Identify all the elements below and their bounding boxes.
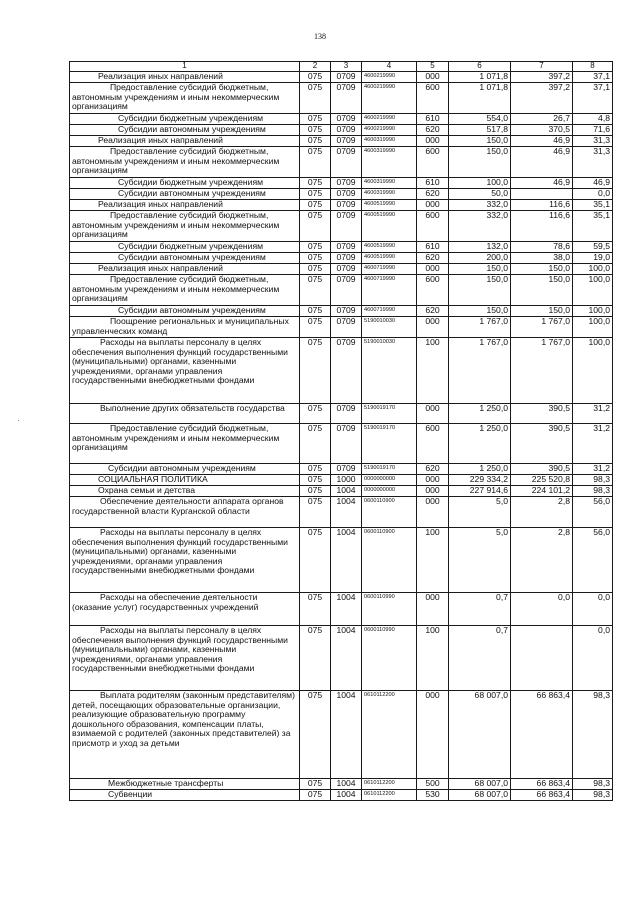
row-value-col6: 150,0 bbox=[449, 275, 511, 306]
row-value-col6: 100,0 bbox=[449, 178, 511, 189]
row-code-col3: 0709 bbox=[331, 189, 362, 200]
row-code-col4: 4600219990 bbox=[362, 83, 417, 114]
row-code-col5: 000 bbox=[417, 497, 449, 528]
row-value-col7 bbox=[511, 626, 573, 691]
row-code-col5: 600 bbox=[417, 211, 449, 242]
row-code-col3: 1004 bbox=[331, 691, 362, 779]
row-value-col8: 98,3 bbox=[573, 475, 613, 486]
table-row bbox=[70, 790, 613, 801]
table-row bbox=[70, 83, 613, 114]
row-value-col6: 0,7 bbox=[449, 626, 511, 691]
row-code-col2: 075 bbox=[300, 136, 331, 147]
row-code-col5: 000 bbox=[417, 475, 449, 486]
row-code-col5: 500 bbox=[417, 779, 449, 790]
row-code-col5: 600 bbox=[417, 83, 449, 114]
row-value-col6: 1 250,0 bbox=[449, 404, 511, 424]
row-code-col5: 600 bbox=[417, 275, 449, 306]
row-value-col6: 554,0 bbox=[449, 114, 511, 125]
row-value-col8: 98,3 bbox=[573, 790, 613, 801]
row-code-col2: 075 bbox=[300, 424, 331, 464]
row-value-col8: 35,1 bbox=[573, 211, 613, 242]
row-name: Субсидии автономным учреждениям bbox=[70, 306, 300, 317]
row-code-col3: 1004 bbox=[331, 790, 362, 801]
table-body bbox=[70, 72, 613, 801]
row-code-col5: 000 bbox=[417, 72, 449, 83]
header-row bbox=[70, 62, 613, 72]
row-code-col4: 4600219990 bbox=[362, 72, 417, 83]
row-value-col8: 100,0 bbox=[573, 338, 613, 404]
row-value-col8: 31,3 bbox=[573, 136, 613, 147]
row-value-col8: 98,3 bbox=[573, 779, 613, 790]
row-value-col6: 68 007,0 bbox=[449, 779, 511, 790]
row-value-col8: 4,8 bbox=[573, 114, 613, 125]
row-code-col2: 075 bbox=[300, 306, 331, 317]
row-value-col7: 150,0 bbox=[511, 306, 573, 317]
table-row bbox=[70, 338, 613, 404]
row-code-col5: 000 bbox=[417, 404, 449, 424]
table-row bbox=[70, 404, 613, 424]
row-value-col6: 5,0 bbox=[449, 497, 511, 528]
row-value-col7: 116,6 bbox=[511, 211, 573, 242]
row-code-col4: 0600110990 bbox=[362, 593, 417, 626]
row-value-col7: 2,8 bbox=[511, 528, 573, 593]
row-value-col7 bbox=[511, 189, 573, 200]
row-code-col2: 075 bbox=[300, 147, 331, 178]
row-code-col5: 100 bbox=[417, 626, 449, 691]
row-code-col5: 000 bbox=[417, 264, 449, 275]
table-row bbox=[70, 691, 613, 779]
row-code-col4: 0610112200 bbox=[362, 691, 417, 779]
row-code-col2: 075 bbox=[300, 790, 331, 801]
row-code-col2: 075 bbox=[300, 464, 331, 475]
row-name: Предоставление субсидий бюджетным, автономным учреждениям и иным некоммерческим организациям bbox=[70, 147, 300, 178]
row-code-col5: 610 bbox=[417, 178, 449, 189]
header-cell: 7 bbox=[511, 62, 573, 72]
row-name: Субсидии бюджетным учреждениям bbox=[70, 178, 300, 189]
row-name: Реализация иных направлений bbox=[70, 136, 300, 147]
row-code-col4: 0600110990 bbox=[362, 626, 417, 691]
table-row bbox=[70, 306, 613, 317]
table-row bbox=[70, 464, 613, 475]
row-value-col6: 229 334,2 bbox=[449, 475, 511, 486]
table-row bbox=[70, 114, 613, 125]
row-name: Межбюджетные трансферты bbox=[70, 779, 300, 790]
header-cell: 2 bbox=[300, 62, 331, 72]
table-row bbox=[70, 486, 613, 497]
row-value-col6: 68 007,0 bbox=[449, 691, 511, 779]
table-row bbox=[70, 253, 613, 264]
row-code-col5: 620 bbox=[417, 306, 449, 317]
row-code-col3: 0709 bbox=[331, 136, 362, 147]
row-value-col8: 37,1 bbox=[573, 72, 613, 83]
row-code-col3: 1004 bbox=[331, 593, 362, 626]
row-value-col8: 0,0 bbox=[573, 626, 613, 691]
row-code-col4: 4600519990 bbox=[362, 253, 417, 264]
row-code-col4: 5190019170 bbox=[362, 464, 417, 475]
row-code-col3: 0709 bbox=[331, 253, 362, 264]
row-code-col3: 0709 bbox=[331, 72, 362, 83]
row-code-col4: 4600319990 bbox=[362, 136, 417, 147]
row-code-col4: 4600319990 bbox=[362, 147, 417, 178]
margin-mark: · bbox=[17, 415, 20, 425]
row-code-col2: 075 bbox=[300, 691, 331, 779]
row-value-col7: 46,9 bbox=[511, 147, 573, 178]
row-value-col7: 1 767,0 bbox=[511, 338, 573, 404]
row-value-col6: 150,0 bbox=[449, 136, 511, 147]
row-value-col6: 200,0 bbox=[449, 253, 511, 264]
row-code-col4: 4600219990 bbox=[362, 114, 417, 125]
row-code-col2: 075 bbox=[300, 178, 331, 189]
row-value-col8: 56,0 bbox=[573, 497, 613, 528]
row-code-col2: 075 bbox=[300, 497, 331, 528]
row-code-col4: 0600110900 bbox=[362, 497, 417, 528]
row-name: Субсидии автономным учреждениям bbox=[70, 189, 300, 200]
row-code-col3: 0709 bbox=[331, 211, 362, 242]
table-row bbox=[70, 424, 613, 464]
row-value-col6: 517,8 bbox=[449, 125, 511, 136]
row-value-col6: 150,0 bbox=[449, 306, 511, 317]
row-value-col8: 100,0 bbox=[573, 264, 613, 275]
row-value-col8: 0,0 bbox=[573, 189, 613, 200]
header-cell: 3 bbox=[331, 62, 362, 72]
table-row bbox=[70, 125, 613, 136]
table-row bbox=[70, 317, 613, 338]
row-code-col4: 4600719990 bbox=[362, 306, 417, 317]
row-value-col6: 1 071,8 bbox=[449, 72, 511, 83]
row-code-col2: 075 bbox=[300, 125, 331, 136]
row-code-col5: 610 bbox=[417, 114, 449, 125]
row-name: Реализация иных направлений bbox=[70, 264, 300, 275]
row-value-col8: 19,0 bbox=[573, 253, 613, 264]
row-name: Охрана семьи и детства bbox=[70, 486, 300, 497]
row-value-col7: 0,0 bbox=[511, 593, 573, 626]
row-code-col2: 075 bbox=[300, 83, 331, 114]
table-row bbox=[70, 275, 613, 306]
header-cell: 1 bbox=[70, 62, 300, 72]
row-value-col8: 31,3 bbox=[573, 147, 613, 178]
row-code-col5: 530 bbox=[417, 790, 449, 801]
row-name: Реализация иных направлений bbox=[70, 72, 300, 83]
row-value-col7: 150,0 bbox=[511, 275, 573, 306]
row-code-col3: 0709 bbox=[331, 178, 362, 189]
table-row bbox=[70, 211, 613, 242]
row-value-col8: 37,1 bbox=[573, 83, 613, 114]
row-code-col2: 075 bbox=[300, 593, 331, 626]
row-code-col3: 0709 bbox=[331, 464, 362, 475]
row-code-col2: 075 bbox=[300, 275, 331, 306]
row-code-col2: 075 bbox=[300, 253, 331, 264]
row-value-col7: 66 863,4 bbox=[511, 691, 573, 779]
budget-table bbox=[69, 61, 613, 801]
row-name: Выполнение других обязательств государства bbox=[70, 404, 300, 424]
row-name: Субсидии бюджетным учреждениям bbox=[70, 114, 300, 125]
row-value-col6: 5,0 bbox=[449, 528, 511, 593]
row-name: Субсидии автономным учреждениям bbox=[70, 464, 300, 475]
row-code-col3: 0709 bbox=[331, 83, 362, 114]
row-value-col8: 0,0 bbox=[573, 593, 613, 626]
row-code-col2: 075 bbox=[300, 114, 331, 125]
row-value-col8: 46,9 bbox=[573, 178, 613, 189]
row-value-col7: 225 520,8 bbox=[511, 475, 573, 486]
row-code-col5: 620 bbox=[417, 189, 449, 200]
row-value-col7: 370,5 bbox=[511, 125, 573, 136]
row-code-col4: 0000000000 bbox=[362, 475, 417, 486]
row-value-col7: 390,5 bbox=[511, 464, 573, 475]
row-value-col6: 1 071,8 bbox=[449, 83, 511, 114]
row-code-col3: 0709 bbox=[331, 264, 362, 275]
row-name: Субвенции bbox=[70, 790, 300, 801]
row-name: Субсидии автономным учреждениям bbox=[70, 125, 300, 136]
row-value-col6: 68 007,0 bbox=[449, 790, 511, 801]
row-code-col3: 1004 bbox=[331, 528, 362, 593]
row-value-col6: 150,0 bbox=[449, 264, 511, 275]
row-name: Выплата родителям (законным представителям) детей, посещающих образовательные организации, реализующие образовательную программу дошкольного образования, компенсации платы, взимаемой с родителей (законных представителей) за присмотр и уход за детьми bbox=[70, 691, 300, 779]
row-code-col5: 620 bbox=[417, 125, 449, 136]
row-code-col5: 000 bbox=[417, 486, 449, 497]
row-value-col7: 26,7 bbox=[511, 114, 573, 125]
row-code-col3: 1004 bbox=[331, 626, 362, 691]
row-code-col2: 075 bbox=[300, 200, 331, 211]
row-code-col3: 0709 bbox=[331, 275, 362, 306]
row-code-col4: 5190010030 bbox=[362, 317, 417, 338]
row-code-col4: 4600719990 bbox=[362, 264, 417, 275]
row-code-col2: 075 bbox=[300, 211, 331, 242]
row-value-col6: 227 914,6 bbox=[449, 486, 511, 497]
row-value-col7: 224 101,2 bbox=[511, 486, 573, 497]
row-value-col6: 1 250,0 bbox=[449, 424, 511, 464]
table-row bbox=[70, 189, 613, 200]
row-value-col8: 31,2 bbox=[573, 404, 613, 424]
row-value-col6: 332,0 bbox=[449, 211, 511, 242]
row-code-col5: 100 bbox=[417, 338, 449, 404]
row-value-col6: 332,0 bbox=[449, 200, 511, 211]
row-code-col3: 0709 bbox=[331, 424, 362, 464]
header-cell: 8 bbox=[573, 62, 613, 72]
row-name: Предоставление субсидий бюджетным, автономным учреждениям и иным некоммерческим организациям bbox=[70, 83, 300, 114]
row-code-col4: 4600519990 bbox=[362, 242, 417, 253]
row-value-col8: 31,2 bbox=[573, 464, 613, 475]
row-name: СОЦИАЛЬНАЯ ПОЛИТИКА bbox=[70, 475, 300, 486]
row-code-col2: 075 bbox=[300, 264, 331, 275]
row-value-col7: 390,5 bbox=[511, 424, 573, 464]
table-row bbox=[70, 264, 613, 275]
row-code-col4: 4600719990 bbox=[362, 275, 417, 306]
row-code-col2: 075 bbox=[300, 338, 331, 404]
row-value-col7: 66 863,4 bbox=[511, 790, 573, 801]
row-code-col4: 4600519990 bbox=[362, 200, 417, 211]
row-name: Поощрение региональных и муниципальных управленческих команд bbox=[70, 317, 300, 338]
row-value-col8: 100,0 bbox=[573, 306, 613, 317]
row-name: Субсидии автономным учреждениям bbox=[70, 253, 300, 264]
table-row bbox=[70, 147, 613, 178]
row-name: Реализация иных направлений bbox=[70, 200, 300, 211]
row-code-col5: 000 bbox=[417, 200, 449, 211]
row-name: Обеспечение деятельности аппарата органов государственной власти Курганской области bbox=[70, 497, 300, 528]
row-code-col3: 1000 bbox=[331, 475, 362, 486]
row-code-col5: 600 bbox=[417, 147, 449, 178]
row-name: Расходы на обеспечение деятельности (оказание услуг) государственных учреждений bbox=[70, 593, 300, 626]
row-code-col3: 0709 bbox=[331, 317, 362, 338]
row-value-col8: 71,6 bbox=[573, 125, 613, 136]
row-value-col6: 150,0 bbox=[449, 147, 511, 178]
row-code-col4: 0000000000 bbox=[362, 486, 417, 497]
table-row bbox=[70, 593, 613, 626]
row-value-col6: 1 767,0 bbox=[449, 317, 511, 338]
row-value-col7: 397,2 bbox=[511, 72, 573, 83]
table-row bbox=[70, 242, 613, 253]
row-code-col3: 1004 bbox=[331, 497, 362, 528]
row-code-col4: 5190019170 bbox=[362, 424, 417, 464]
row-code-col3: 0709 bbox=[331, 404, 362, 424]
row-code-col4: 4600319990 bbox=[362, 189, 417, 200]
row-value-col7: 46,9 bbox=[511, 136, 573, 147]
row-value-col8: 98,3 bbox=[573, 691, 613, 779]
row-value-col6: 1 767,0 bbox=[449, 338, 511, 404]
row-value-col7: 38,0 bbox=[511, 253, 573, 264]
row-code-col4: 0610112200 bbox=[362, 790, 417, 801]
row-code-col3: 0709 bbox=[331, 242, 362, 253]
row-value-col8: 59,5 bbox=[573, 242, 613, 253]
table-row bbox=[70, 779, 613, 790]
row-value-col7: 66 863,4 bbox=[511, 779, 573, 790]
header-cell: 6 bbox=[449, 62, 511, 72]
row-value-col6: 0,7 bbox=[449, 593, 511, 626]
row-code-col3: 0709 bbox=[331, 147, 362, 178]
row-value-col8: 31,2 bbox=[573, 424, 613, 464]
header-cell: 4 bbox=[362, 62, 417, 72]
row-code-col2: 075 bbox=[300, 72, 331, 83]
row-code-col2: 075 bbox=[300, 404, 331, 424]
row-code-col5: 600 bbox=[417, 424, 449, 464]
row-value-col8: 35,1 bbox=[573, 200, 613, 211]
row-value-col7: 116,6 bbox=[511, 200, 573, 211]
row-code-col5: 000 bbox=[417, 317, 449, 338]
row-name: Расходы на выплаты персоналу в целях обеспечения выполнения функций государственными (муниципальными) органами, казенными учреждениями, органами управления государственными внебюджетными фондами bbox=[70, 528, 300, 593]
row-value-col7: 397,2 bbox=[511, 83, 573, 114]
row-code-col3: 0709 bbox=[331, 114, 362, 125]
row-code-col4: 5190019170 bbox=[362, 404, 417, 424]
row-value-col7: 150,0 bbox=[511, 264, 573, 275]
row-code-col4: 4600319990 bbox=[362, 178, 417, 189]
row-value-col6: 132,0 bbox=[449, 242, 511, 253]
row-value-col8: 100,0 bbox=[573, 275, 613, 306]
row-value-col7: 46,9 bbox=[511, 178, 573, 189]
row-name: Предоставление субсидий бюджетным, автономным учреждениям и иным некоммерческим организациям bbox=[70, 424, 300, 464]
row-value-col7: 390,5 bbox=[511, 404, 573, 424]
table-row bbox=[70, 136, 613, 147]
row-code-col4: 4600519990 bbox=[362, 211, 417, 242]
row-code-col2: 075 bbox=[300, 475, 331, 486]
row-code-col4: 0610112200 bbox=[362, 779, 417, 790]
row-code-col5: 620 bbox=[417, 464, 449, 475]
row-name: Предоставление субсидий бюджетным, автономным учреждениям и иным некоммерческим организациям bbox=[70, 275, 300, 306]
table-row bbox=[70, 528, 613, 593]
row-name: Субсидии бюджетным учреждениям bbox=[70, 242, 300, 253]
table-row bbox=[70, 626, 613, 691]
row-code-col4: 5190010030 bbox=[362, 338, 417, 404]
header-cell: 5 bbox=[417, 62, 449, 72]
row-code-col2: 075 bbox=[300, 528, 331, 593]
row-code-col2: 075 bbox=[300, 242, 331, 253]
row-value-col6: 1 250,0 bbox=[449, 464, 511, 475]
row-code-col2: 075 bbox=[300, 189, 331, 200]
table-row bbox=[70, 178, 613, 189]
row-name: Расходы на выплаты персоналу в целях обеспечения выполнения функций государственными (муниципальными) органами, казенными учреждениями, органами управления государственными внебюджетными фондами bbox=[70, 338, 300, 404]
row-code-col2: 075 bbox=[300, 626, 331, 691]
row-value-col7: 78,6 bbox=[511, 242, 573, 253]
row-code-col2: 075 bbox=[300, 779, 331, 790]
row-code-col5: 100 bbox=[417, 528, 449, 593]
row-code-col2: 075 bbox=[300, 317, 331, 338]
row-code-col4: 0600110900 bbox=[362, 528, 417, 593]
row-code-col3: 1004 bbox=[331, 779, 362, 790]
row-code-col3: 0709 bbox=[331, 338, 362, 404]
table-row bbox=[70, 72, 613, 83]
row-code-col3: 0709 bbox=[331, 125, 362, 136]
row-code-col5: 610 bbox=[417, 242, 449, 253]
row-code-col3: 0709 bbox=[331, 306, 362, 317]
row-name: Предоставление субсидий бюджетным, автономным учреждениям и иным некоммерческим организациям bbox=[70, 211, 300, 242]
table-row bbox=[70, 200, 613, 211]
row-code-col4: 4600219990 bbox=[362, 125, 417, 136]
row-value-col8: 56,0 bbox=[573, 528, 613, 593]
row-code-col3: 0709 bbox=[331, 200, 362, 211]
row-value-col8: 98,3 bbox=[573, 486, 613, 497]
row-code-col5: 000 bbox=[417, 593, 449, 626]
row-value-col7: 2,8 bbox=[511, 497, 573, 528]
row-code-col3: 1004 bbox=[331, 486, 362, 497]
row-value-col8: 100,0 bbox=[573, 317, 613, 338]
page-number: 138 bbox=[314, 32, 326, 41]
row-value-col6: 50,0 bbox=[449, 189, 511, 200]
row-code-col5: 000 bbox=[417, 136, 449, 147]
row-code-col5: 620 bbox=[417, 253, 449, 264]
row-code-col5: 000 bbox=[417, 691, 449, 779]
table-row bbox=[70, 497, 613, 528]
row-name: Расходы на выплаты персоналу в целях обеспечения выполнения функций государственными (муниципальными) органами, казенными учреждениями, органами управления государственными внебюджетными фондами bbox=[70, 626, 300, 691]
row-code-col2: 075 bbox=[300, 486, 331, 497]
table-row bbox=[70, 475, 613, 486]
row-value-col7: 1 767,0 bbox=[511, 317, 573, 338]
